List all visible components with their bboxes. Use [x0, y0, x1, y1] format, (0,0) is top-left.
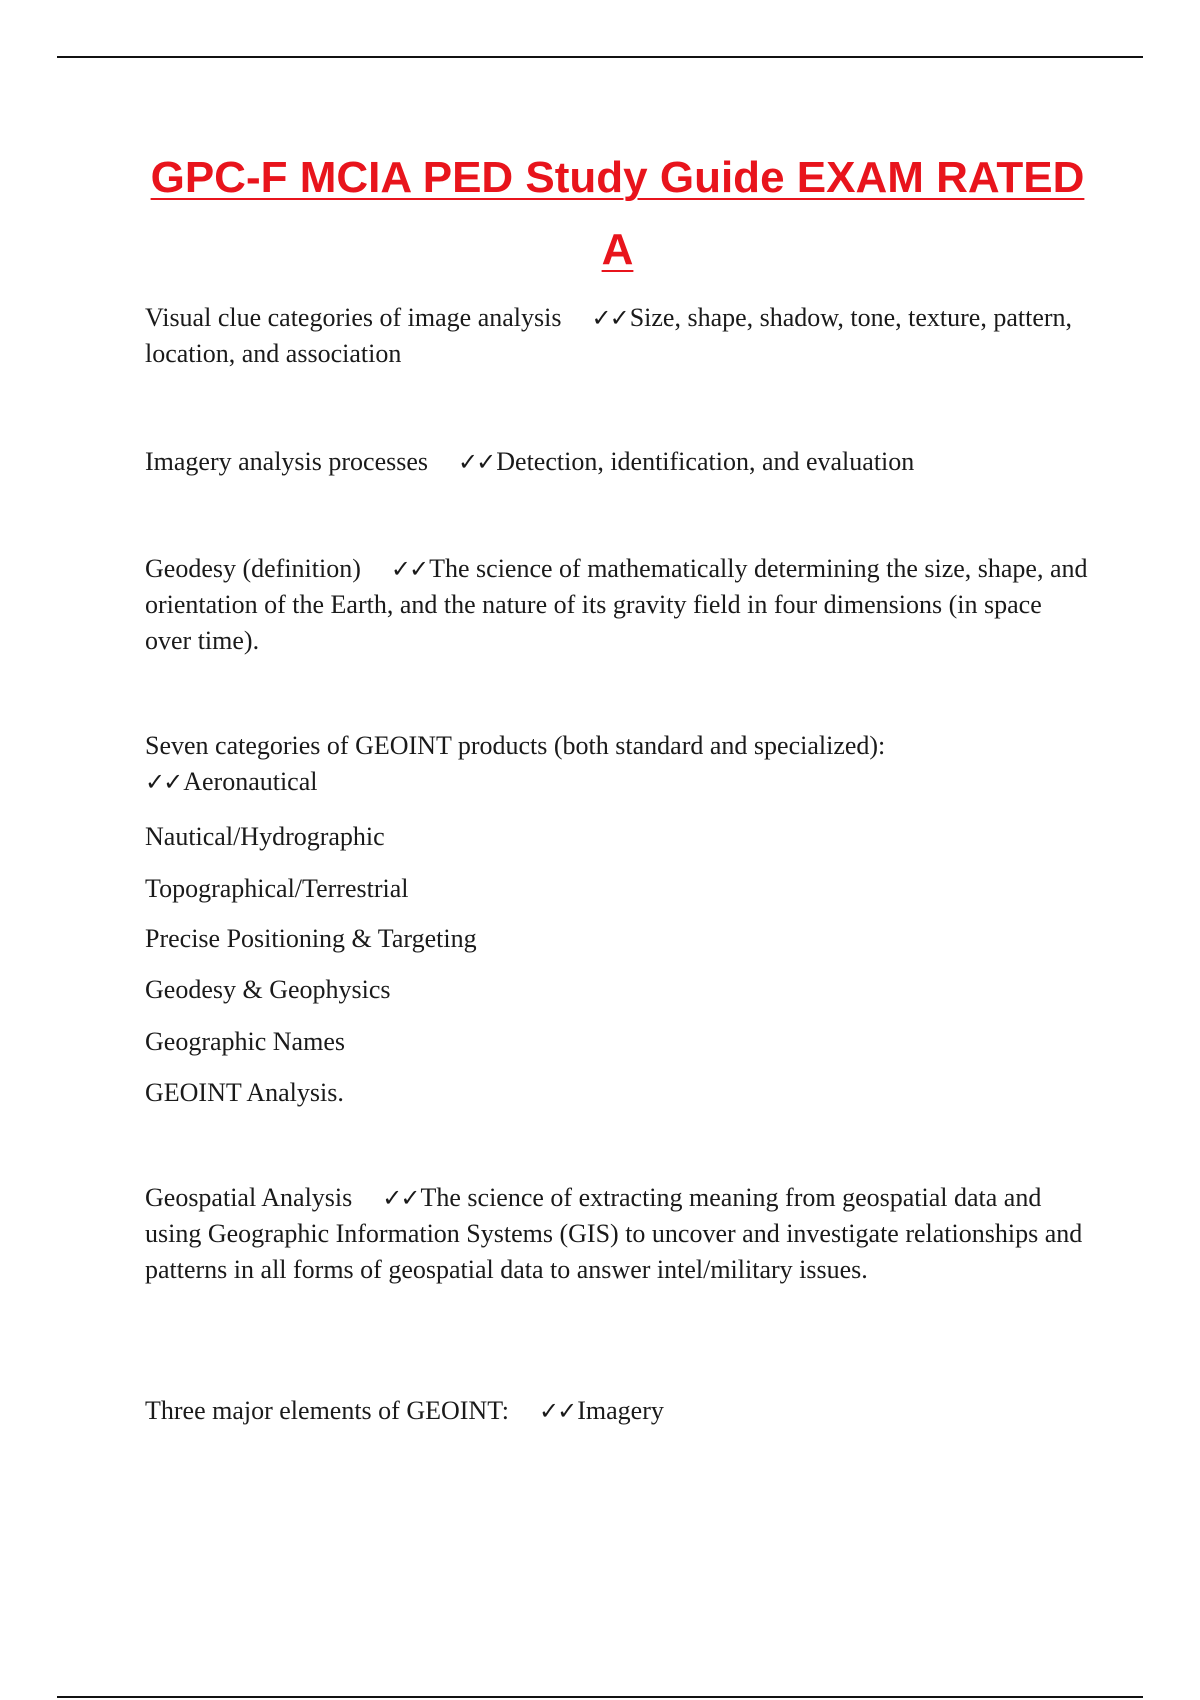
list-item: Geographic Names — [145, 1027, 345, 1056]
list-item: GEOINT Analysis. — [145, 1078, 344, 1107]
double-check-icon: ✓✓ — [458, 448, 495, 476]
qa-answer: Size, shape, shadow, tone, texture, pattern, location, and association — [145, 303, 1073, 368]
qa-geodesy — [145, 551, 1090, 659]
qa-geoint-categories — [145, 728, 1090, 800]
double-check-icon: ✓✓ — [390, 555, 428, 583]
list-item: Topographical/Terrestrial — [145, 874, 409, 903]
qa-answer: The science of mathematically determining the size, shape, and orientation of the Earth, and the nature of its gravity field in four dimensions (in space over time). — [145, 554, 1088, 655]
bottom-rule — [57, 1696, 1143, 1698]
qa-geospatial-analysis — [145, 1180, 1090, 1288]
double-check-icon: ✓✓ — [382, 1184, 419, 1212]
document-title: GPC-F MCIA PED Study Guide EXAM RATED A — [150, 153, 1085, 274]
double-check-icon: ✓✓ — [591, 304, 628, 332]
top-rule — [57, 56, 1143, 58]
qa-answer: The science of extracting meaning from geospatial data and using Geographic Information Systems (GIS) to uncover and investigate relationships and patterns in all forms of geospatial data to answer intel/military issues. — [145, 1183, 1083, 1284]
list-item: Geodesy & Geophysics — [145, 975, 391, 1004]
qa-term: Seven categories of GEOINT products (both standard and specialized): — [145, 731, 886, 760]
double-check-icon: ✓✓ — [539, 1397, 576, 1425]
qa-visual-clues — [145, 300, 1090, 372]
qa-imagery-processes — [145, 444, 1090, 480]
qa-term: Imagery analysis processes — [145, 447, 429, 476]
qa-term: Three major elements of GEOINT: — [145, 1396, 510, 1425]
list-item: Nautical/Hydrographic — [145, 822, 385, 851]
qa-answer: Aeronautical — [183, 767, 318, 796]
double-check-icon: ✓✓ — [145, 768, 182, 796]
qa-term: Geodesy (definition) — [145, 554, 361, 583]
list-item: Precise Positioning & Targeting — [145, 924, 477, 953]
qa-term: Visual clue categories of image analysis — [145, 303, 562, 332]
qa-answer: Imagery — [577, 1396, 664, 1425]
qa-geoint-elements — [145, 1393, 1090, 1429]
qa-term: Geospatial Analysis — [145, 1183, 353, 1212]
qa-answer: Detection, identification, and evaluation — [496, 447, 915, 476]
